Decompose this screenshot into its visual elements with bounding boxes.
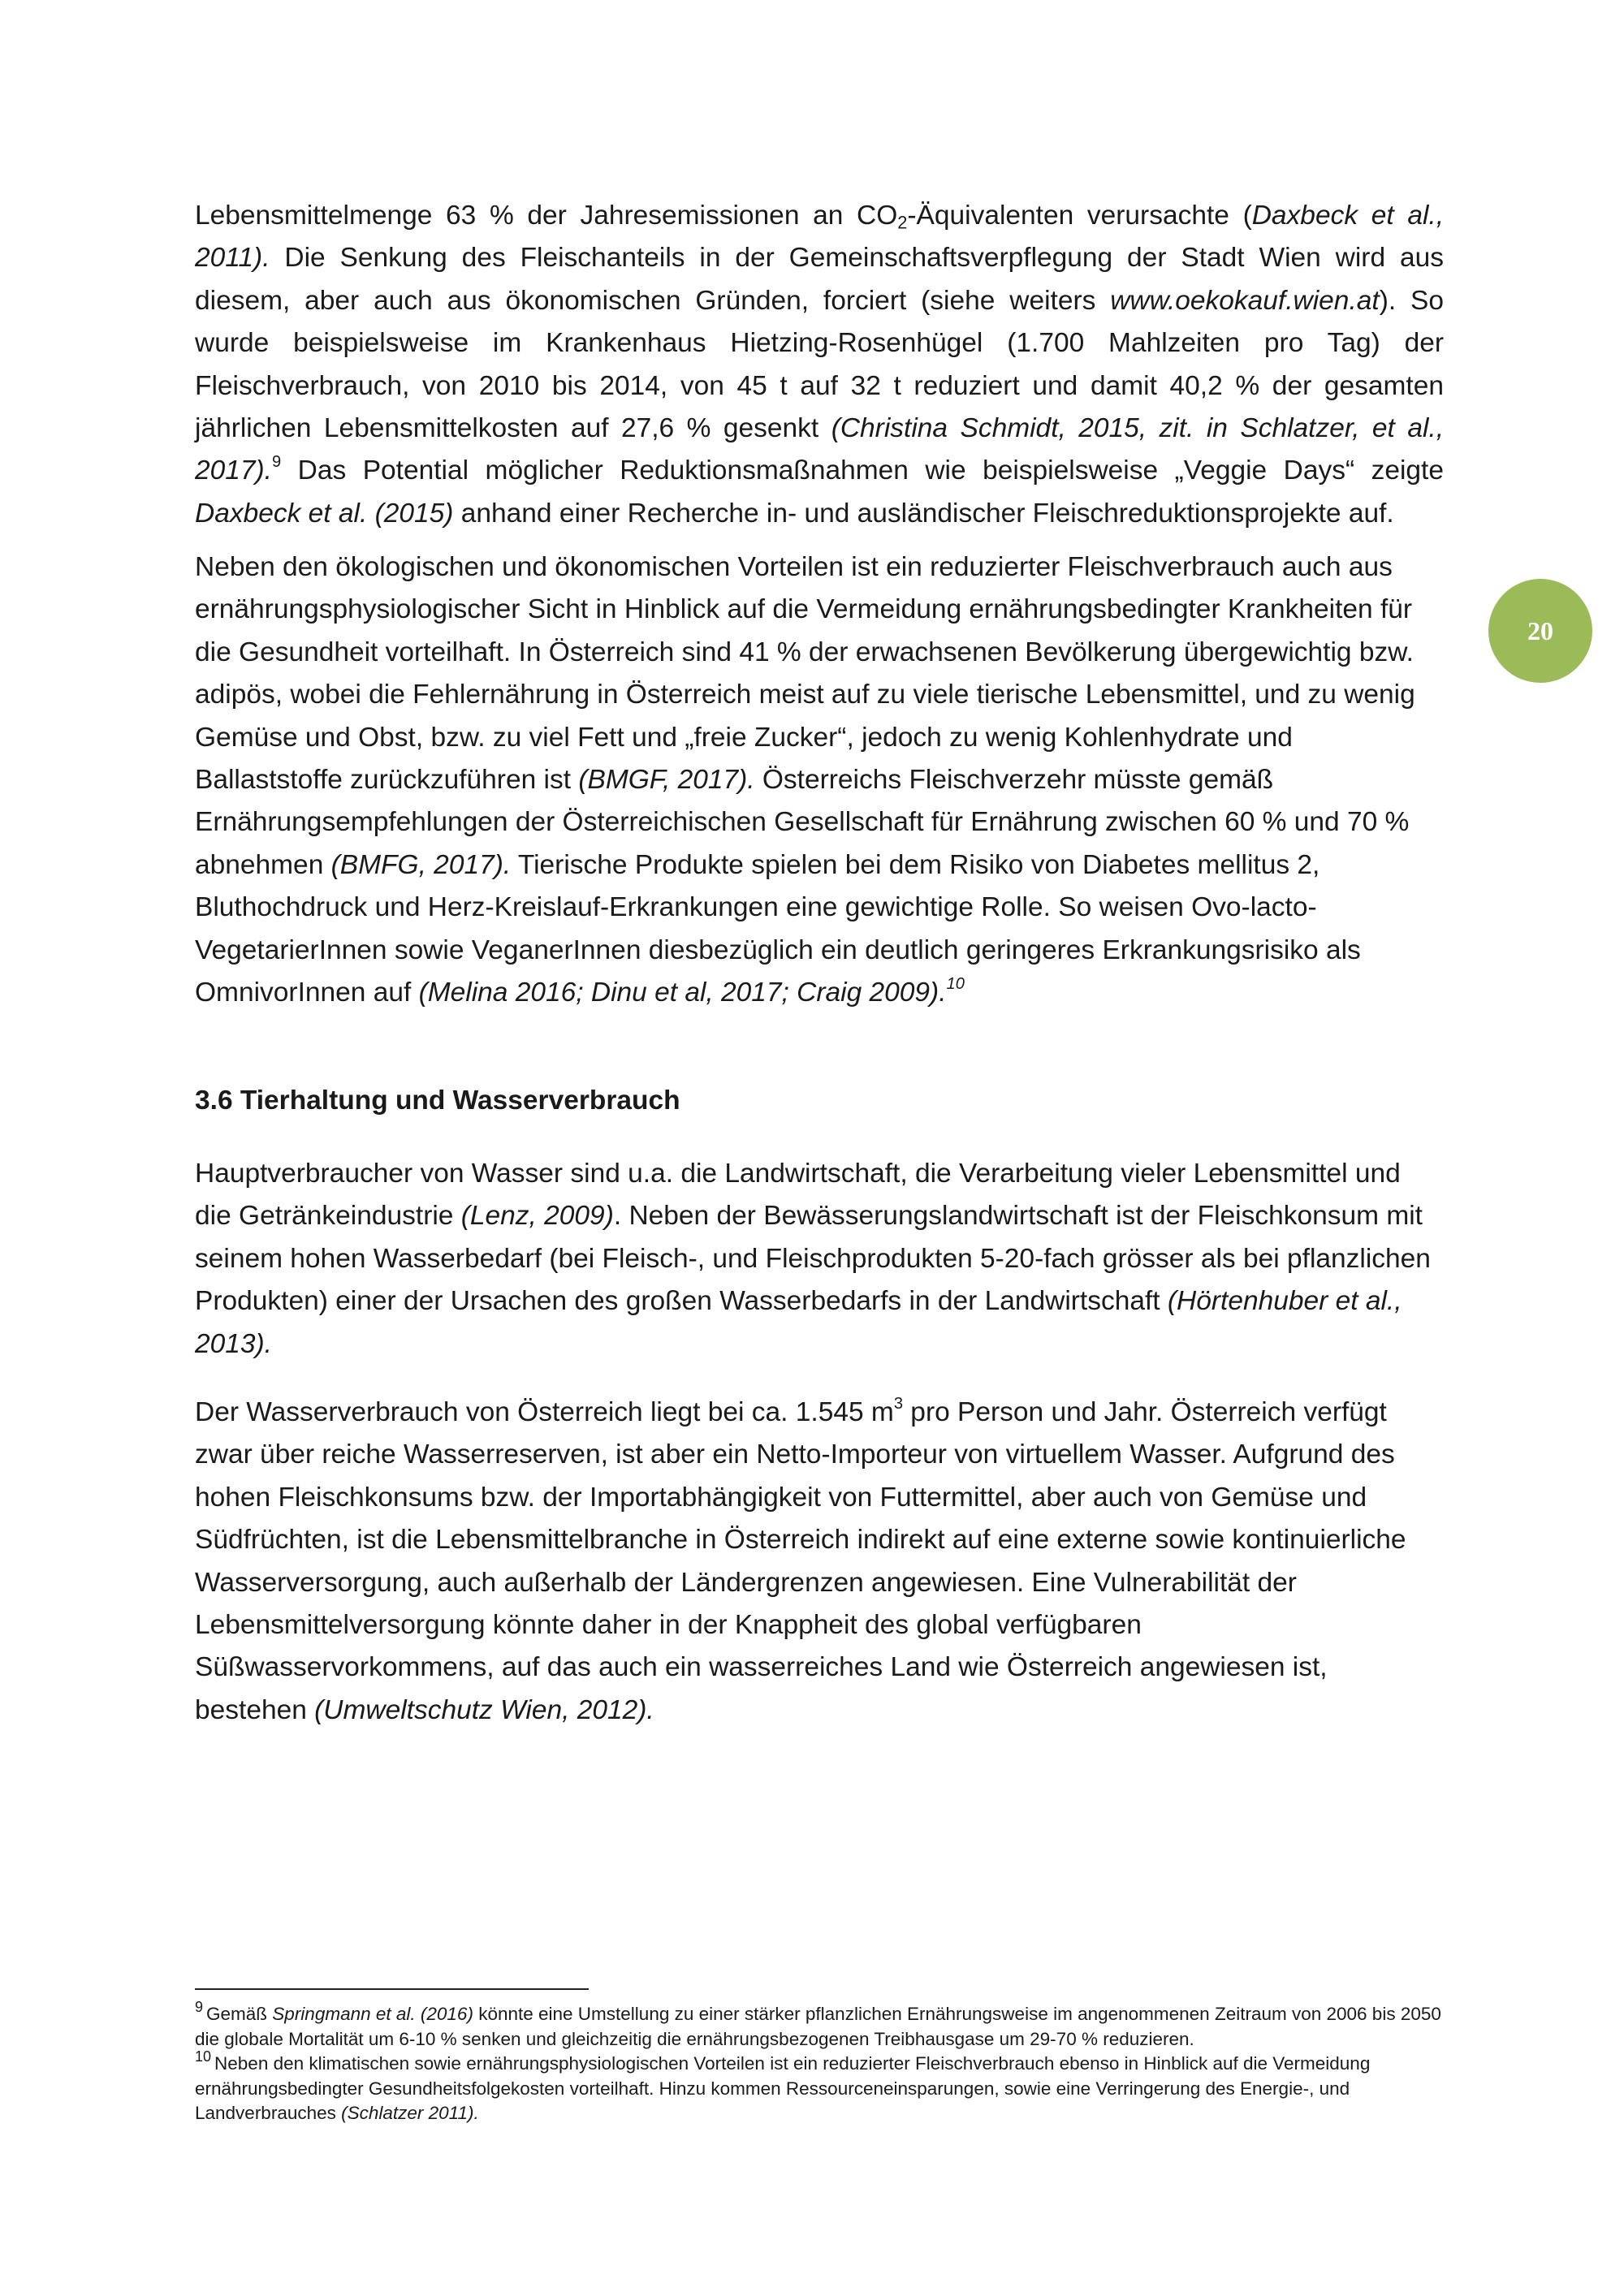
superscript: 3 (893, 1394, 903, 1413)
page-number: 20 (1527, 615, 1553, 645)
web-link[interactable]: www.oekokauf.wien.at (1110, 285, 1380, 316)
citation: (BMGF, 2017). (578, 765, 755, 796)
footnote-10 (195, 2048, 1444, 2126)
citation: Springmann et al. (2016) (272, 2004, 473, 2024)
text-run: Hauptverbraucher von Wasser sind u.a. die Landwirtschaft, die Verarbeitung vieler Lebensmittel und die Getränkeindustrie (195, 1159, 1401, 1232)
page-number-badge (1488, 579, 1592, 683)
text-run: Österreichs Fleischverzehr müsste gemäß Ernährungsempfehlungen der Österreichischen Gesellschaft für Ernährung zwischen 60 % und 70 % abnehmen (195, 765, 1410, 880)
text-run: könnte eine Umstellung zu einer stärker pflanzlichen Ernährungsweise im angenommenen Zeitraum von 2006 bis 2050 die globale Mortalität um 6-10 % senken und gleichzeitig die ernährungsbezogenen Treibhausgase um 29-70 % reduzieren. (195, 2004, 1441, 2049)
paragraph-4 (195, 1392, 1444, 1732)
citation: (Schlatzer 2011). (341, 2103, 479, 2123)
footnote-9 (195, 1999, 1444, 2052)
text-run: Lebensmittelmenge 63 % der Jahresemissionen an CO (195, 201, 898, 231)
paragraph-2 (195, 546, 1444, 1014)
subscript: 2 (897, 212, 908, 233)
footnotes (195, 1999, 1444, 2126)
text-run: Die Senkung des Fleischanteils in der Gemeinschaftsverpflegung der Stadt Wien wird aus diesem, aber auch aus ökonomischen Gründen, forciert (siehe weiters (195, 243, 1444, 316)
footnote-separator (195, 1988, 589, 1990)
text-run: Der Wasserverbrauch von Österreich liegt bei ca. 1.545 m (195, 1397, 894, 1427)
footnote-number: 10 (195, 2048, 212, 2065)
citation: (BMFG, 2017). (330, 849, 512, 880)
paragraph-1 (195, 195, 1444, 535)
text-run: Das Potential möglicher Reduktionsmaßnahmen wie beispielsweise „Veggie Days“ zeigte (281, 455, 1444, 486)
text-run: Tierische Produkte spielen bei dem Risiko von Diabetes mellitus 2, Bluthochdruck und Herz-Kreislauf-Erkrankungen eine gewichtige Rolle. So weisen Ovo-lacto-VegetarierInnen sowie VeganerInnen diesbezüglich ein deutlich geringeres Erkrankungsrisiko als OmnivorInnen auf (195, 849, 1361, 1008)
citation: (Umweltschutz Wien, 2012). (314, 1694, 654, 1725)
text-run: Neben den klimatischen sowie ernährungsphysiologischen Vorteilen ist ein reduzierter Fleischverbrauch ebenso in Hinblick auf die Vermeidung ernährungsbedingter Gesundheitsfolgekosten vorteilhaft. Hinzu kommen Ressourceneinsparungen, sowie eine Verringerung des Energie-, und Landverbrauches (195, 2053, 1371, 2123)
text-run: anhand einer Recherche in- und ausländischer Fleischreduktionsprojekte auf. (453, 498, 1394, 529)
citation: (Lenz, 2009) (460, 1201, 614, 1232)
text-run: -Äquivalenten verursachte ( (907, 201, 1252, 231)
footnote-ref-10[interactable]: 10 (946, 975, 965, 993)
citation: (Hörtenhuber et al., 2013). (195, 1286, 1402, 1359)
text-run: ). So wurde beispielsweise im Krankenhaus Hietzing-Rosenhügel (1.700 Mahlzeiten pro Tag) der Fleischverbrauch, von 2010 bis 2014, von 45 t auf 32 t reduziert und damit 40,2 % der gesamten jährlichen Lebensmittelkosten auf 27,6 % gesenkt (195, 285, 1444, 444)
footnote-ref-9[interactable]: 9 (272, 453, 282, 472)
text-run: pro Person und Jahr. Österreich verfügt zwar über reiche Wasserreserven, ist aber ein Netto-Importeur von virtuellem Wasser. Aufgrund des hohen Fleischkonsums bzw. der Importabhängigkeit von Futtermittel, aber auch von Gemüse und Südfrüchten, ist die Lebensmittelbranche in Österreich indirekt auf eine externe sowie kontinuierliche Wasserversorgung, auch außerhalb der Ländergrenzen angewiesen. Eine Vulnerabilität der Lebensmittelversorgung könnte daher in der Knappheit des global verfügbaren Süßwasservorkommens, auf das auch ein wasserreiches Land wie Österreich angewiesen ist, bestehen (195, 1397, 1406, 1725)
text-run: Gemäß (206, 2004, 273, 2024)
citation: Daxbeck et al., 2011). (195, 201, 1445, 274)
paragraph-3 (195, 1153, 1444, 1366)
text-run: Neben den ökologischen und ökonomischen Vorteilen ist ein reduzierter Fleischverbrauch auch aus ernährungsphysiologischer Sicht in Hinblick auf die Vermeidung ernährungsbedingter Krankheiten für die Gesundheit vorteilhaft. In Österreich sind 41 % der erwachsenen Bevölkerung übergewichtig bzw. adipös, wobei die Fehlernährung in Österreich meist auf zu viele tierische Lebensmittel, und zu wenig Gemüse und Obst, bzw. zu viel Fett und „freie Zucker“, jedoch zu wenig Kohlenhydrate und Ballaststoffe zurückzuführen ist (195, 552, 1415, 796)
citation: Daxbeck et al. (2015) (195, 498, 454, 529)
footnote-number: 9 (195, 1999, 204, 2016)
citation: (Melina 2016; Dinu et al, 2017; Craig 2009). (418, 978, 947, 1008)
text-run: . Neben der Bewässerungslandwirtschaft ist der Fleischkonsum mit seinem hohen Wasserbedarf (bei Fleisch-, und Fleischprodukten 5-20-fach grösser als bei pflanzlichen Produkten) einer der Ursachen des großen Wasserbedarfs in der Landwirtschaft (195, 1201, 1431, 1317)
citation: (Christina Schmidt, 2015, zit. in Schlatzer, et al., 2017). (195, 413, 1445, 486)
section-heading: 3.6 Tierhaltung und Wasserverbrauch (195, 1085, 680, 1116)
